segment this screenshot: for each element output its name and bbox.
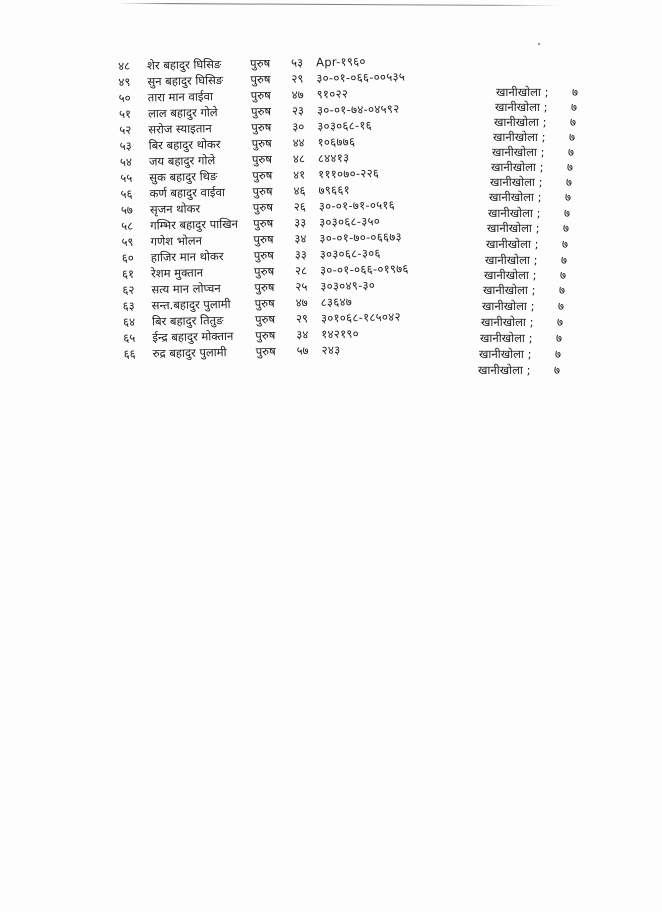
row-number: ५८ — [121, 218, 134, 234]
person-name: रुद्र बहादुर पुलामी — [152, 345, 227, 361]
age: २५ — [295, 279, 308, 294]
address-entry — [496, 84, 636, 100]
id-number: ७९६६१ — [318, 182, 351, 198]
gender: पुरुष — [255, 344, 276, 359]
person-name: रेशम मुक्तान — [150, 265, 204, 281]
ward-number: ७ — [558, 299, 564, 313]
id-number: ३०१०६८-१८५०४२ — [320, 309, 401, 326]
row-number: ५७ — [120, 202, 133, 218]
ward-number: ७ — [562, 237, 568, 251]
ward-number: ७ — [561, 253, 567, 267]
gender: पुरुष — [249, 56, 271, 71]
gender: पुरुष — [250, 72, 271, 87]
person-name: गणेश भोलन — [150, 233, 203, 249]
person-name: सन्त.बहादुर पुलामी — [151, 296, 231, 313]
address-entry — [483, 282, 623, 298]
address-entry — [495, 99, 635, 115]
id-number: १४२१९० — [321, 326, 360, 342]
person-name: गम्भिर बहादुर पाखिन — [150, 216, 239, 233]
row-number: ६३ — [122, 298, 135, 313]
row-number: ५४ — [119, 154, 133, 170]
age: ४७ — [295, 295, 308, 310]
id-number: ८३६४७ — [320, 294, 353, 310]
id-number: ९१०२२ — [316, 86, 349, 102]
id-number: ३०-०१-०६६-०१९७६ — [319, 261, 409, 278]
address-entry — [485, 252, 625, 268]
ward-number: ७ — [557, 315, 563, 329]
age: २८ — [294, 263, 308, 278]
row-number: ४९ — [118, 74, 131, 90]
age: ३३ — [294, 215, 307, 230]
row-number: ६५ — [123, 330, 136, 345]
person-name: कर्ण बहादुर वाईवा — [149, 185, 226, 201]
address-entry — [481, 314, 621, 330]
gender: पुरुष — [255, 328, 276, 343]
ward-number: ७ — [565, 190, 571, 204]
row-number: ५२ — [119, 122, 132, 138]
person-name: बिर बहादुर तितुङ — [151, 313, 224, 329]
ward-number: ७ — [572, 85, 578, 99]
age: २३ — [291, 103, 305, 118]
age: ४७ — [291, 87, 304, 102]
id-number: ३०-०१-०६६-००५३५ — [316, 69, 406, 86]
ward-number: ७ — [568, 145, 574, 159]
address-entry — [489, 189, 629, 205]
address-entry — [486, 236, 626, 252]
gender: पुरुष — [252, 184, 273, 199]
age: ३० — [292, 119, 305, 134]
id-number: १०६७७६ — [317, 134, 356, 150]
row-number: ६६ — [123, 346, 136, 361]
ward-number: ७ — [570, 115, 576, 129]
person-name: ईन्द्र बहादुर मोक्तान — [152, 328, 234, 345]
row-number: ६२ — [122, 282, 135, 297]
person-name: सुक बहादुर थिङ — [149, 169, 218, 185]
address-entry — [480, 330, 620, 346]
id-number: ३०३०४९-३० — [320, 278, 376, 294]
address-entry — [491, 159, 631, 175]
village-name: खानीखोला ; — [485, 253, 538, 267]
age: ४४ — [292, 135, 305, 150]
village-name: खानीखोला ; — [493, 130, 546, 144]
gender: पुरुष — [251, 120, 272, 135]
address-entry — [487, 220, 627, 236]
ward-number: ७ — [567, 160, 573, 174]
row-number: ६४ — [122, 314, 136, 329]
person-name: सत्य मान लोप्चन — [151, 281, 221, 297]
row-number: ५१ — [118, 106, 132, 122]
ward-number: ७ — [569, 130, 575, 144]
person-name: तारा मान वाईवा — [147, 89, 214, 105]
village-name: खानीखोला ; — [489, 190, 542, 204]
ward-number: ७ — [563, 221, 569, 235]
ward-number: ७ — [560, 268, 566, 282]
ward-number: ७ — [571, 100, 577, 114]
village-name: खानीखोला ; — [496, 85, 549, 99]
person-name: लाल बहादुर गोले — [147, 105, 218, 121]
age: २६ — [293, 199, 306, 214]
ward-number: ७ — [555, 347, 561, 361]
village-name: खानीखोला ; — [494, 115, 547, 129]
gender: पुरुष — [251, 136, 272, 151]
person-name: शेर बहादुर घिसिङ — [146, 57, 222, 73]
id-number: ३०-०१-७४-०४५९२ — [316, 101, 400, 118]
gender: पुरुष — [254, 280, 275, 295]
id-number: ३०३०६८-३५० — [319, 214, 381, 230]
id-number: ३०-०१-७१-०५१६ — [318, 197, 396, 214]
address-entry — [488, 205, 628, 221]
ward-number: ७ — [564, 206, 570, 220]
age: ४८ — [292, 151, 306, 166]
address-entry — [484, 267, 624, 283]
address-entry — [479, 346, 619, 362]
address-entry — [493, 129, 633, 145]
age: ४१ — [293, 167, 306, 182]
id-number: २४३ — [321, 342, 341, 358]
person-name: हाजिर मान थोकर — [150, 249, 224, 265]
age: ३३ — [294, 247, 307, 262]
village-name: खानीखोला ; — [480, 331, 533, 345]
village-name: खानीखोला ; — [479, 347, 532, 361]
age: ५३ — [290, 55, 304, 70]
row-number: ५३ — [119, 138, 132, 154]
village-name: खानीखोला ; — [486, 237, 539, 251]
gender: पुरुष — [253, 232, 274, 247]
gender: पुरुष — [250, 104, 272, 119]
id-number: ३०३०६८-३०६ — [319, 246, 381, 262]
gender: पुरुष — [252, 168, 273, 183]
age: २९ — [295, 311, 309, 326]
age: ३४ — [294, 231, 307, 246]
age: २९ — [291, 71, 304, 86]
row-number: ४८ — [117, 58, 131, 74]
village-name: खानीखोला ; — [495, 100, 548, 114]
village-name: खानीखोला ; — [484, 268, 537, 282]
row-number: ५५ — [120, 170, 133, 186]
village-name: खानीखोला ; — [478, 363, 531, 377]
village-name: खानीखोला ; — [487, 221, 540, 235]
ward-number: ७ — [554, 363, 560, 377]
village-name: खानीखोला ; — [483, 283, 536, 297]
row-number: ५९ — [121, 234, 134, 250]
id-number: ३०३०६८-१६ — [317, 118, 373, 134]
village-name: खानीखोला ; — [491, 160, 544, 174]
address-entry — [478, 362, 618, 378]
gender: पुरुष — [254, 312, 276, 327]
village-name: खानीखोला ; — [490, 175, 543, 189]
gender: पुरुष — [253, 216, 274, 231]
ward-number: ७ — [566, 175, 572, 189]
gender: पुरुष — [254, 296, 275, 311]
row-number: ६० — [121, 250, 134, 266]
row-number: ६१ — [121, 266, 135, 281]
village-name: खानीखोला ; — [481, 315, 534, 329]
ward-number: ७ — [559, 283, 565, 297]
address-entry — [492, 144, 632, 160]
age: ३४ — [296, 327, 309, 342]
ward-number: ७ — [556, 331, 562, 345]
address-entry — [482, 298, 622, 314]
id-number: ८४४१३ — [317, 150, 350, 166]
age: ५७ — [296, 343, 309, 358]
village-name: खानीखोला ; — [482, 299, 535, 313]
row-number: ५६ — [120, 186, 133, 202]
gender: पुरुष — [253, 248, 274, 263]
village-name: खानीखोला ; — [488, 206, 541, 220]
address-entry — [490, 174, 630, 190]
gender: पुरुष — [253, 264, 275, 279]
person-name: बिर बहादुर थोकर — [148, 137, 221, 153]
person-name: सृजन थोकर — [149, 201, 201, 217]
village-name: खानीखोला ; — [492, 145, 545, 159]
id-number: १११०७०-२२६ — [318, 166, 380, 182]
age: ४६ — [293, 183, 306, 198]
address-entry — [494, 114, 634, 130]
id-number: ३०-०१-७०-०६६७३ — [319, 229, 403, 246]
person-name: सरोज स्याइतान — [148, 121, 212, 137]
gender: पुरुष — [251, 152, 273, 167]
gender: पुरुष — [252, 200, 274, 215]
row-number: ५० — [118, 90, 131, 106]
person-name: सुन बहादुर घिसिङ — [147, 73, 224, 89]
person-name: जय बहादुर गोले — [148, 153, 216, 169]
id-number: Apr-१९६० — [315, 54, 366, 70]
gender: पुरुष — [250, 88, 271, 103]
